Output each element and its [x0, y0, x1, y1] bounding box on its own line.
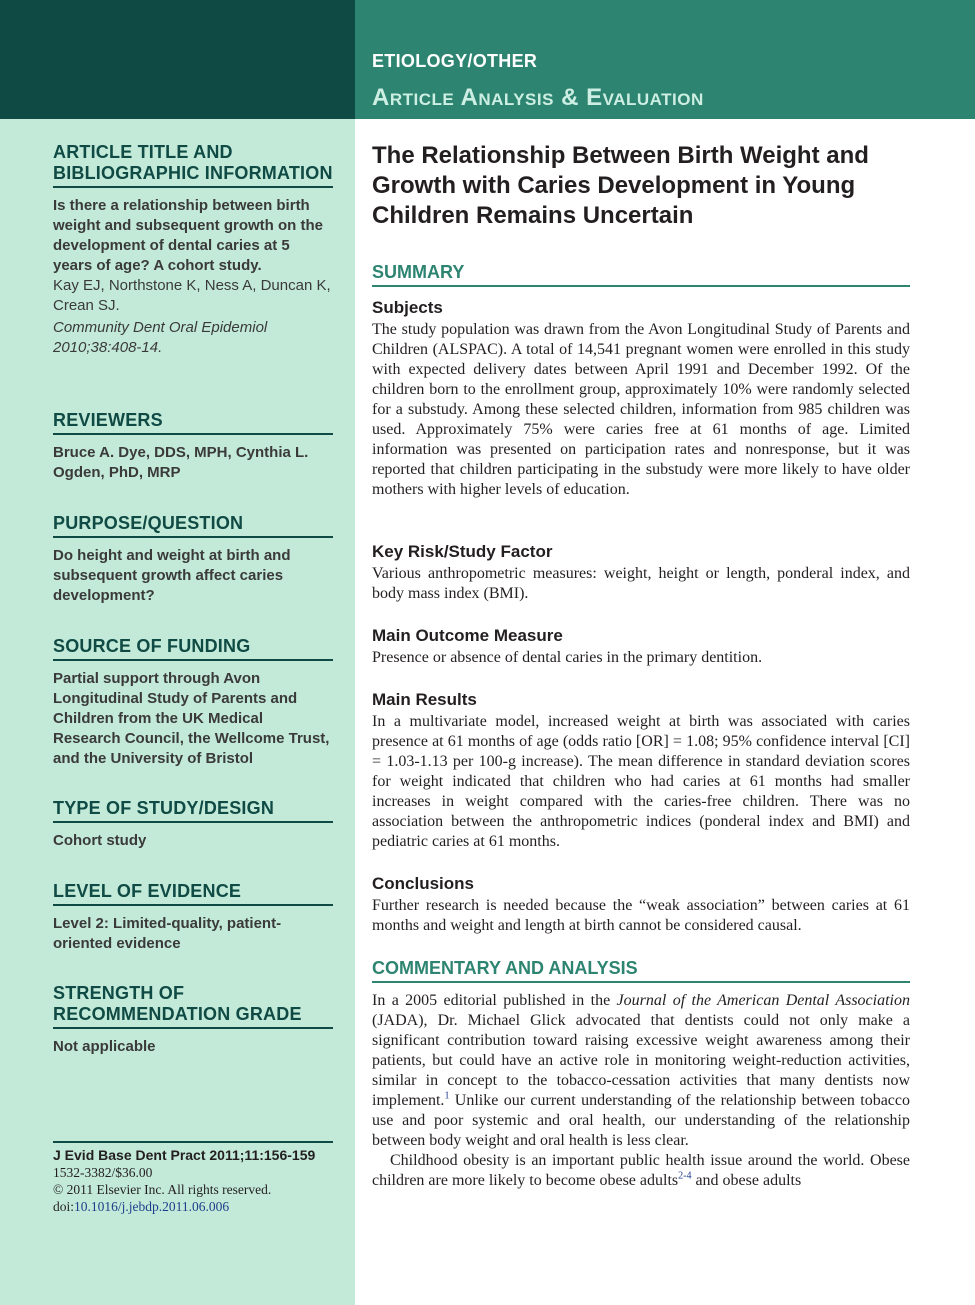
- article-journal: Community Dent Oral Epidemiol 2010;38:408-14.: [53, 319, 268, 356]
- sidebar-heading: PURPOSE/QUESTION: [53, 513, 333, 538]
- header-band-dark: [0, 0, 355, 119]
- funding-text: Partial support through Avon Longitudinal Study of Parents and Children from the UK Medical Research Council, the Wellcome Trust, and the University of Bristol: [53, 670, 330, 767]
- sidebar-study-type: [53, 798, 333, 851]
- commentary-paragraph: [372, 991, 910, 1151]
- sidebar-article-info: [53, 142, 333, 358]
- sidebar-funding: [53, 636, 333, 769]
- citation-issn: 1532-3382/$36.00: [53, 1165, 153, 1180]
- text-run: Childhood obesity is an important public health issue around the world. Obese children are more likely to become obese adults: [372, 1152, 910, 1189]
- citation-copyright: © 2011 Elsevier Inc. All rights reserved.: [53, 1182, 272, 1197]
- reviewer-names: Bruce A. Dye, DDS, MPH, Cynthia L. Ogden, PhD, MRP: [53, 444, 309, 481]
- text-run: In a 2005 editorial published in the: [372, 992, 617, 1009]
- article-authors: Kay EJ, Northstone K, Ness A, Duncan K, Crean SJ.: [53, 277, 331, 314]
- sidebar-evidence: [53, 881, 333, 954]
- section-subheading: Subjects: [372, 298, 443, 317]
- outcome-text: Presence or absence of dental caries in the primary dentition.: [372, 649, 763, 666]
- subjects-section: [372, 298, 910, 500]
- sidebar-heading: TYPE OF STUDY/DESIGN: [53, 798, 333, 823]
- section-tag: ETIOLOGY/OTHER: [372, 51, 538, 71]
- reference-link[interactable]: 2-4: [678, 1170, 692, 1182]
- commentary-body: [372, 991, 910, 1191]
- purpose-text: Do height and weight at birth and subsequent growth affect caries development?: [53, 547, 291, 604]
- summary-heading: SUMMARY: [372, 262, 910, 287]
- sidebar-heading: SOURCE OF FUNDING: [53, 636, 333, 661]
- commentary-paragraph: [372, 1151, 910, 1191]
- results-text: In a multivariate model, increased weight at birth was associated with caries presence at 61 months of age (odds ratio [OR] = 1.08; 95% confidence interval [CI] = 1.03-1.13 per 100-g increase). The mean difference in standard deviation scores for weight indicated that children who had caries at 61 months had smaller increases in weight compared with the caries-free children. There was no association between the anthropometric indices (ponderal index and BMI) and pediatric caries at 61 months.: [372, 713, 910, 850]
- section-subheading: Key Risk/Study Factor: [372, 542, 553, 561]
- citation-block: [53, 1141, 333, 1215]
- reference-link[interactable]: 1: [444, 1090, 450, 1102]
- text-run: and obese adults: [691, 1172, 802, 1189]
- section-subheading: Main Results: [372, 690, 477, 709]
- citation-doi: [53, 1198, 333, 1215]
- article-question: Is there a relationship between birth weight and subsequent growth on the development of dental caries at 5 years of age? A cohort study.: [53, 197, 323, 274]
- evidence-text: Level 2: Limited-quality, patient-oriented evidence: [53, 915, 282, 952]
- doi-link[interactable]: 10.1016/j.jebdp.2011.06.006: [74, 1199, 230, 1214]
- sidebar-strength: [53, 983, 333, 1057]
- conclusions-section: [372, 874, 910, 936]
- text-run: (JADA), Dr. Michael Glick advocated that dentists could not only make a significant contribution toward raising excessive weight awareness among their patients, but could have an active role in monitoring weight-reduction activities, similar in concept to the tobacco-cessation activities that many dentists now implement.: [372, 1012, 910, 1109]
- doi-prefix: doi:: [53, 1199, 75, 1214]
- risk-factor-section: [372, 542, 910, 604]
- outcome-section: [372, 626, 910, 668]
- section-subheading: Main Outcome Measure: [372, 626, 563, 645]
- commentary-heading: COMMENTARY AND ANALYSIS: [372, 958, 910, 983]
- study-type-text: Cohort study: [53, 832, 147, 849]
- journal-name: Journal of the American Dental Association: [616, 992, 910, 1009]
- citation-journal: J Evid Base Dent Pract 2011;11:156-159: [53, 1147, 316, 1163]
- subjects-text: The study population was drawn from the Avon Longitudinal Study of Parents and Children (ALSPAC). A total of 14,541 pregnant women were enrolled in this study with expected delivery dates between April 1991 and December 1992. Of the children born to the enrollment group, approximately 10% were randomly selected for a substudy. Among these selected children, information from 985 children was used. Approximately 75% were caries free at 61 months of age. Limited information was presented on participation rates and nonresponse, but it was reported that children participating in the substudy were more likely to have older mothers with higher levels of education.: [372, 321, 910, 498]
- section-subheading: Conclusions: [372, 874, 475, 893]
- conclusions-text: Further research is needed because the “weak association” between caries at 61 months and weight and length at birth cannot be considered causal.: [372, 897, 910, 934]
- sidebar-reviewers: [53, 410, 333, 483]
- strength-text: Not applicable: [53, 1038, 156, 1055]
- sidebar-heading: STRENGTH OF RECOMMENDATION GRADE: [53, 983, 333, 1029]
- risk-factor-text: Various anthropometric measures: weight, height or length, ponderal index, and body mass index (BMI).: [372, 565, 910, 602]
- sidebar-heading: ARTICLE TITLE AND BIBLIOGRAPHIC INFORMATION: [53, 142, 333, 188]
- series-title: Article Analysis & Evaluation: [372, 84, 704, 111]
- sidebar-heading: REVIEWERS: [53, 410, 333, 435]
- sidebar-heading: LEVEL OF EVIDENCE: [53, 881, 333, 906]
- text-run: Unlike our current understanding of the relationship between tobacco use and poor systemic and oral health, our understanding of the relationship between body weight and oral health is less clear.: [372, 1092, 910, 1149]
- article-title: The Relationship Between Birth Weight and Growth with Caries Development in Young Children Remains Uncertain: [372, 142, 869, 229]
- results-section: [372, 690, 910, 852]
- sidebar-purpose: [53, 513, 333, 606]
